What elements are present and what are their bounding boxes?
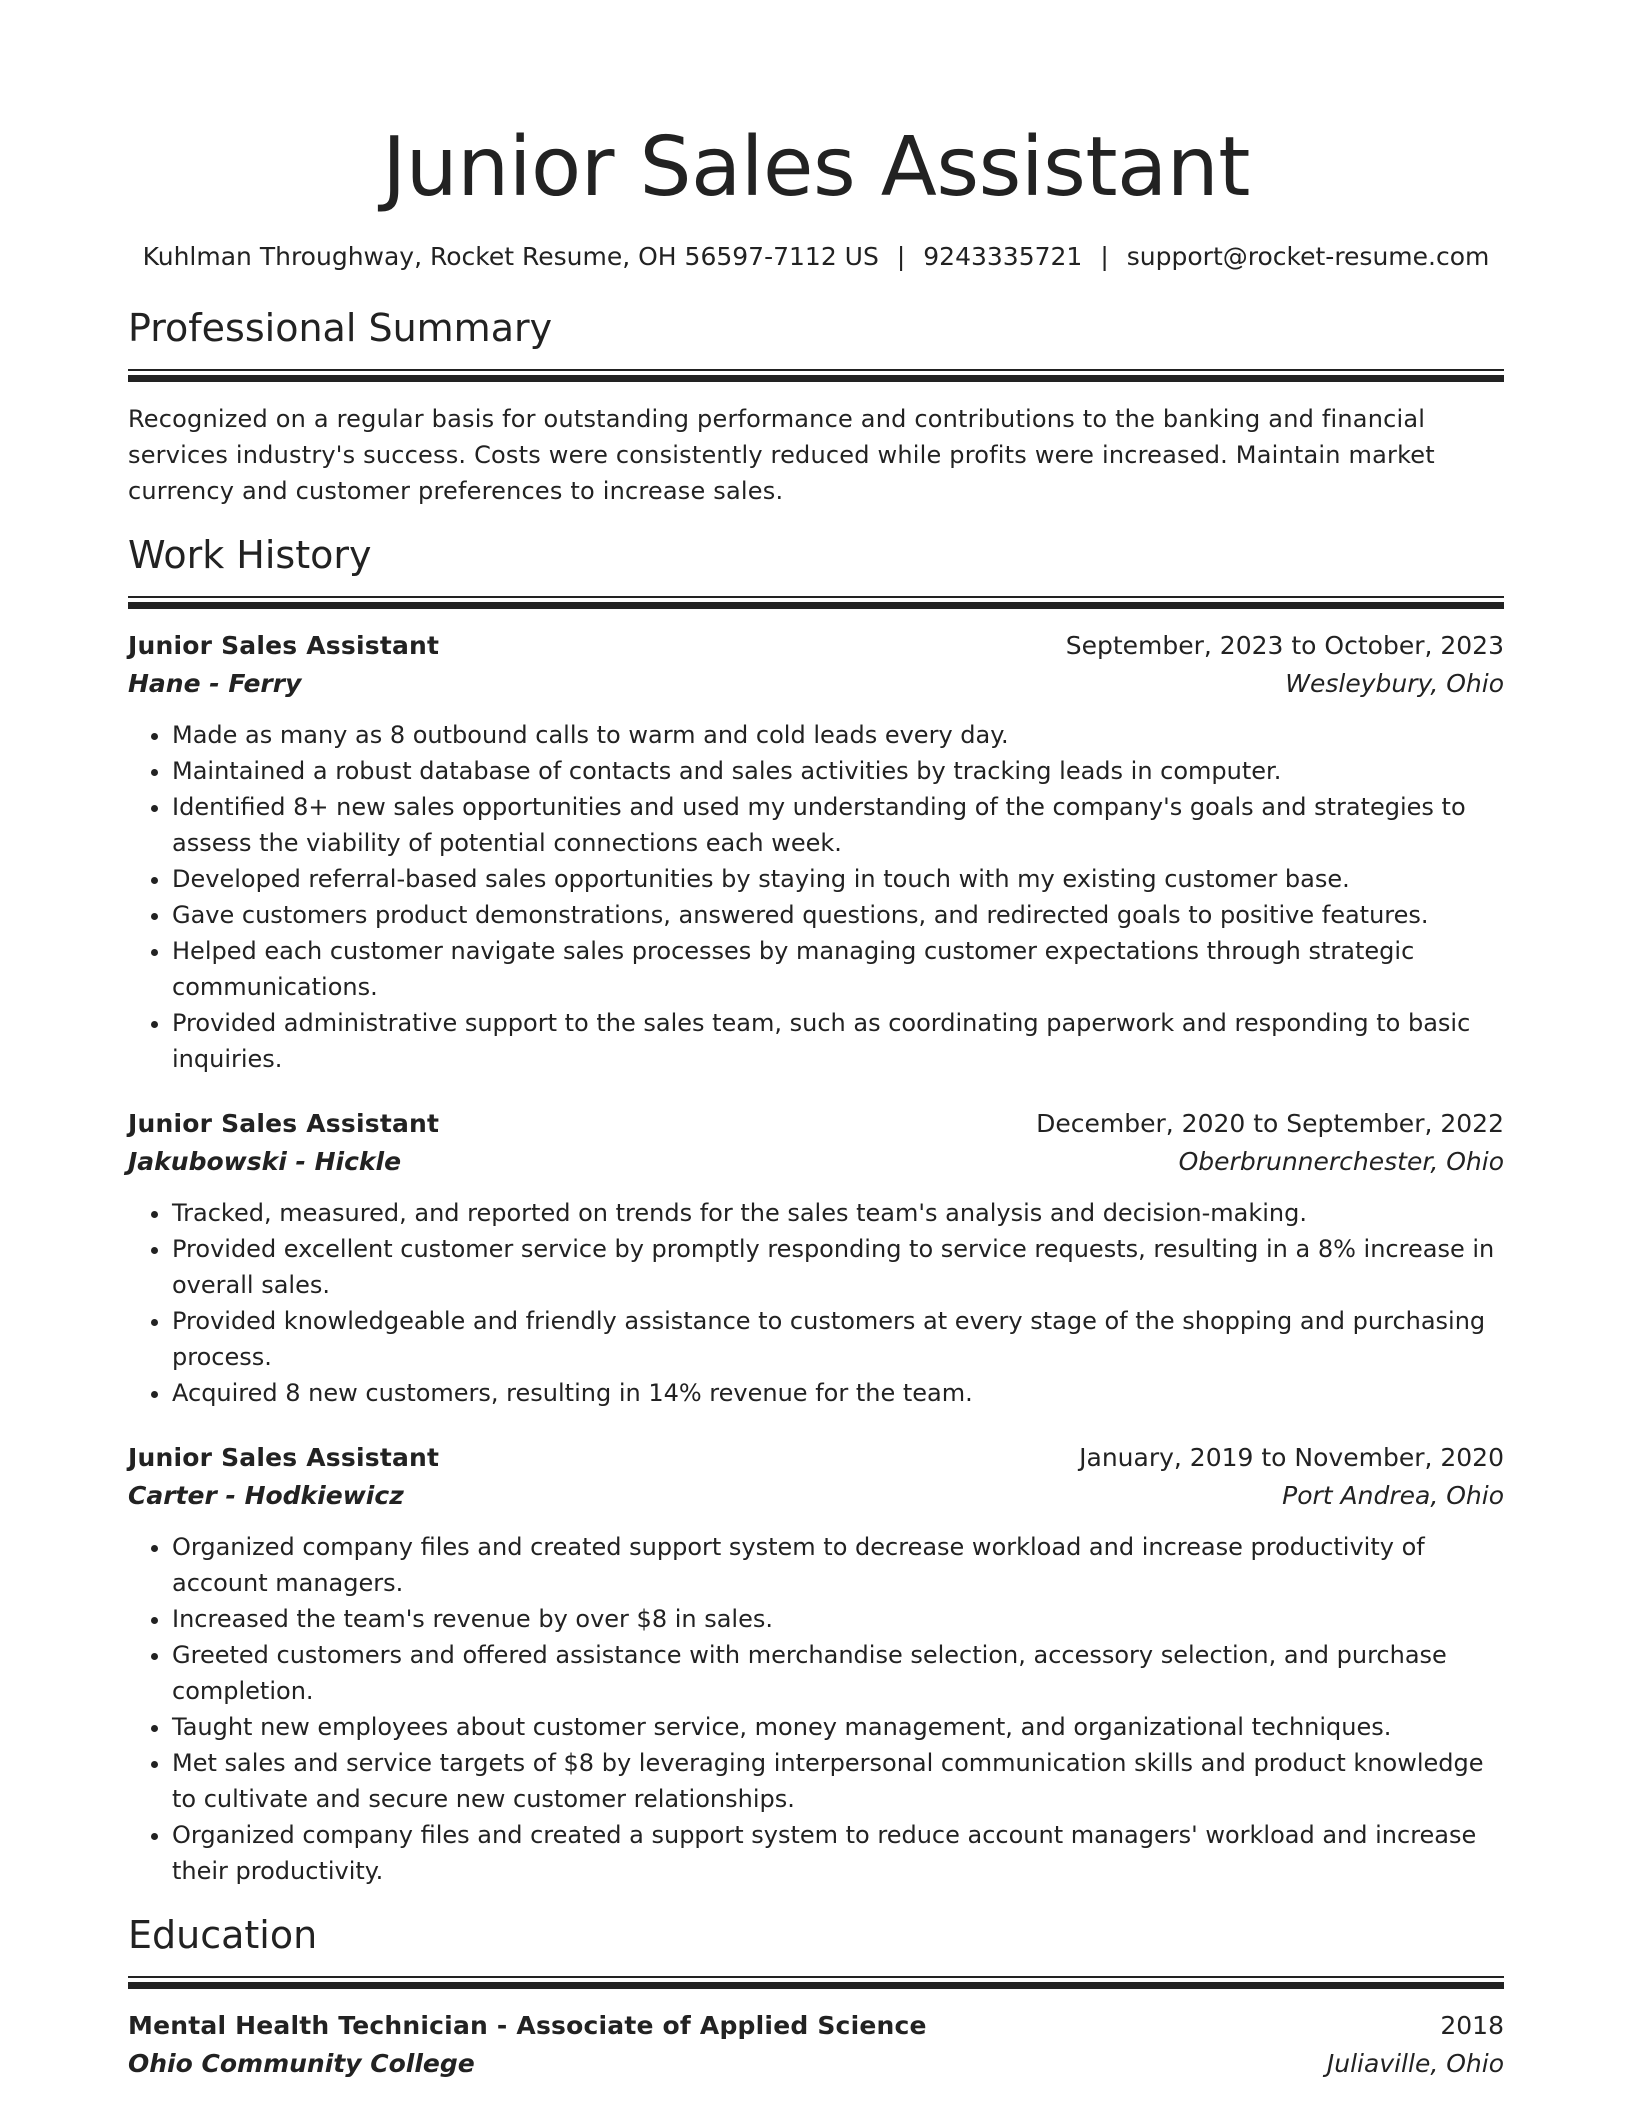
contact-phone: 9243335721 xyxy=(923,242,1083,271)
work-history-section xyxy=(128,531,1504,1889)
job-entry xyxy=(128,627,1504,1077)
job-entry xyxy=(128,1439,1504,1889)
candidate-name: Junior Sales Assistant xyxy=(382,120,1250,215)
contact-line xyxy=(128,240,1504,274)
job-bullet: • Increased the team's revenue by over $8 in sales. xyxy=(172,1601,1504,1637)
job-subheader xyxy=(128,665,1504,703)
section-divider xyxy=(128,596,1504,608)
job-bullet: • Taught new employees about customer service, money management, and organizational techniques. xyxy=(172,1709,1504,1745)
section-title-work-history: Work History xyxy=(128,533,372,577)
education-subheader xyxy=(128,2045,1504,2083)
contact-email: support@rocket-resume.com xyxy=(1126,242,1490,271)
job-bullet: • Provided administrative support to the sales team, such as coordinating paperwork and responding to basic inquiries. xyxy=(172,1005,1504,1077)
summary-text: Recognized on a regular basis for outstanding performance and contributions to the banking and financial services industry's success. Costs were consistently reduced while profits were increased. Maintain market currency and customer preferences to increase sales. xyxy=(128,405,1435,505)
education-header xyxy=(128,2007,1504,2045)
section-divider xyxy=(128,369,1504,381)
job-bullet: • Tracked, measured, and reported on trends for the sales team's analysis and decision-making. xyxy=(172,1195,1504,1231)
job-entry xyxy=(128,1105,1504,1411)
job-title: Junior Sales Assistant xyxy=(128,1109,440,1138)
job-subheader xyxy=(128,1477,1504,1515)
job-dates: September, 2023 to October, 2023 xyxy=(1065,631,1504,660)
job-employer: Hane - Ferry xyxy=(128,669,302,698)
job-bullet: • Provided knowledgeable and friendly assistance to customers at every stage of the shopping and purchasing process. xyxy=(172,1303,1504,1375)
job-header xyxy=(128,627,1504,665)
education-entry xyxy=(128,2007,1504,2083)
contact-address: Kuhlman Throughway, Rocket Resume, OH 56597-7112 US xyxy=(142,242,879,271)
job-employer: Jakubowski - Hickle xyxy=(128,1147,402,1176)
job-employer: Carter - Hodkiewicz xyxy=(128,1481,404,1510)
job-bullet: • Gave customers product demonstrations, answered questions, and redirected goals to positive features. xyxy=(172,897,1504,933)
resume-page xyxy=(128,0,1504,2083)
job-title: Junior Sales Assistant xyxy=(128,1443,440,1472)
education-degree: Mental Health Technician - Associate of Applied Science xyxy=(128,2011,927,2040)
education-school: Ohio Community College xyxy=(128,2049,475,2078)
education-year: 2018 xyxy=(1440,2011,1504,2040)
job-bullet: • Met sales and service targets of $8 by leveraging interpersonal communication skills and product knowledge to cultivate and secure new customer relationships. xyxy=(172,1745,1504,1817)
job-bullet: • Maintained a robust database of contacts and sales activities by tracking leads in computer. xyxy=(172,753,1504,789)
job-bullets xyxy=(128,1195,1504,1411)
job-bullet: • Organized company files and created a support system to reduce account managers' workload and increase their productivity. xyxy=(172,1817,1504,1889)
job-bullet: • Identified 8+ new sales opportunities and used my understanding of the company's goals and strategies to assess the viability of potential connections each week. xyxy=(172,789,1504,861)
job-bullets xyxy=(128,1529,1504,1889)
job-dates: January, 2019 to November, 2020 xyxy=(1079,1443,1504,1472)
section-title-summary: Professional Summary xyxy=(128,306,553,350)
job-bullet: • Helped each customer navigate sales processes by managing customer expectations through strategic communications. xyxy=(172,933,1504,1005)
job-header xyxy=(128,1105,1504,1143)
education-section xyxy=(128,1911,1504,2083)
summary-section xyxy=(128,304,1504,509)
education-location: Juliaville, Ohio xyxy=(1326,2049,1504,2078)
job-dates: December, 2020 to September, 2022 xyxy=(1036,1109,1504,1138)
job-bullet: • Greeted customers and offered assistance with merchandise selection, accessory selection, and purchase completion. xyxy=(172,1637,1504,1709)
job-bullet: • Organized company files and created support system to decrease workload and increase productivity of account managers. xyxy=(172,1529,1504,1601)
job-bullet: • Developed referral-based sales opportunities by staying in touch with my existing customer base. xyxy=(172,861,1504,897)
job-bullets xyxy=(128,717,1504,1077)
contact-separator: | xyxy=(1100,242,1109,271)
job-subheader xyxy=(128,1143,1504,1181)
job-location: Wesleybury, Ohio xyxy=(1285,669,1504,698)
contact-separator: | xyxy=(896,242,906,271)
section-title-education: Education xyxy=(128,1913,318,1957)
job-bullet: • Provided excellent customer service by promptly responding to service requests, resulting in a 8% increase in overall sales. xyxy=(172,1231,1504,1303)
job-header xyxy=(128,1439,1504,1477)
section-divider xyxy=(128,1976,1504,1988)
job-title: Junior Sales Assistant xyxy=(128,631,440,660)
job-bullet: • Acquired 8 new customers, resulting in 14% revenue for the team. xyxy=(172,1375,1504,1411)
job-location: Port Andrea, Ohio xyxy=(1282,1481,1504,1510)
job-location: Oberbrunnerchester, Ohio xyxy=(1178,1147,1504,1176)
job-bullet: • Made as many as 8 outbound calls to warm and cold leads every day. xyxy=(172,717,1504,753)
